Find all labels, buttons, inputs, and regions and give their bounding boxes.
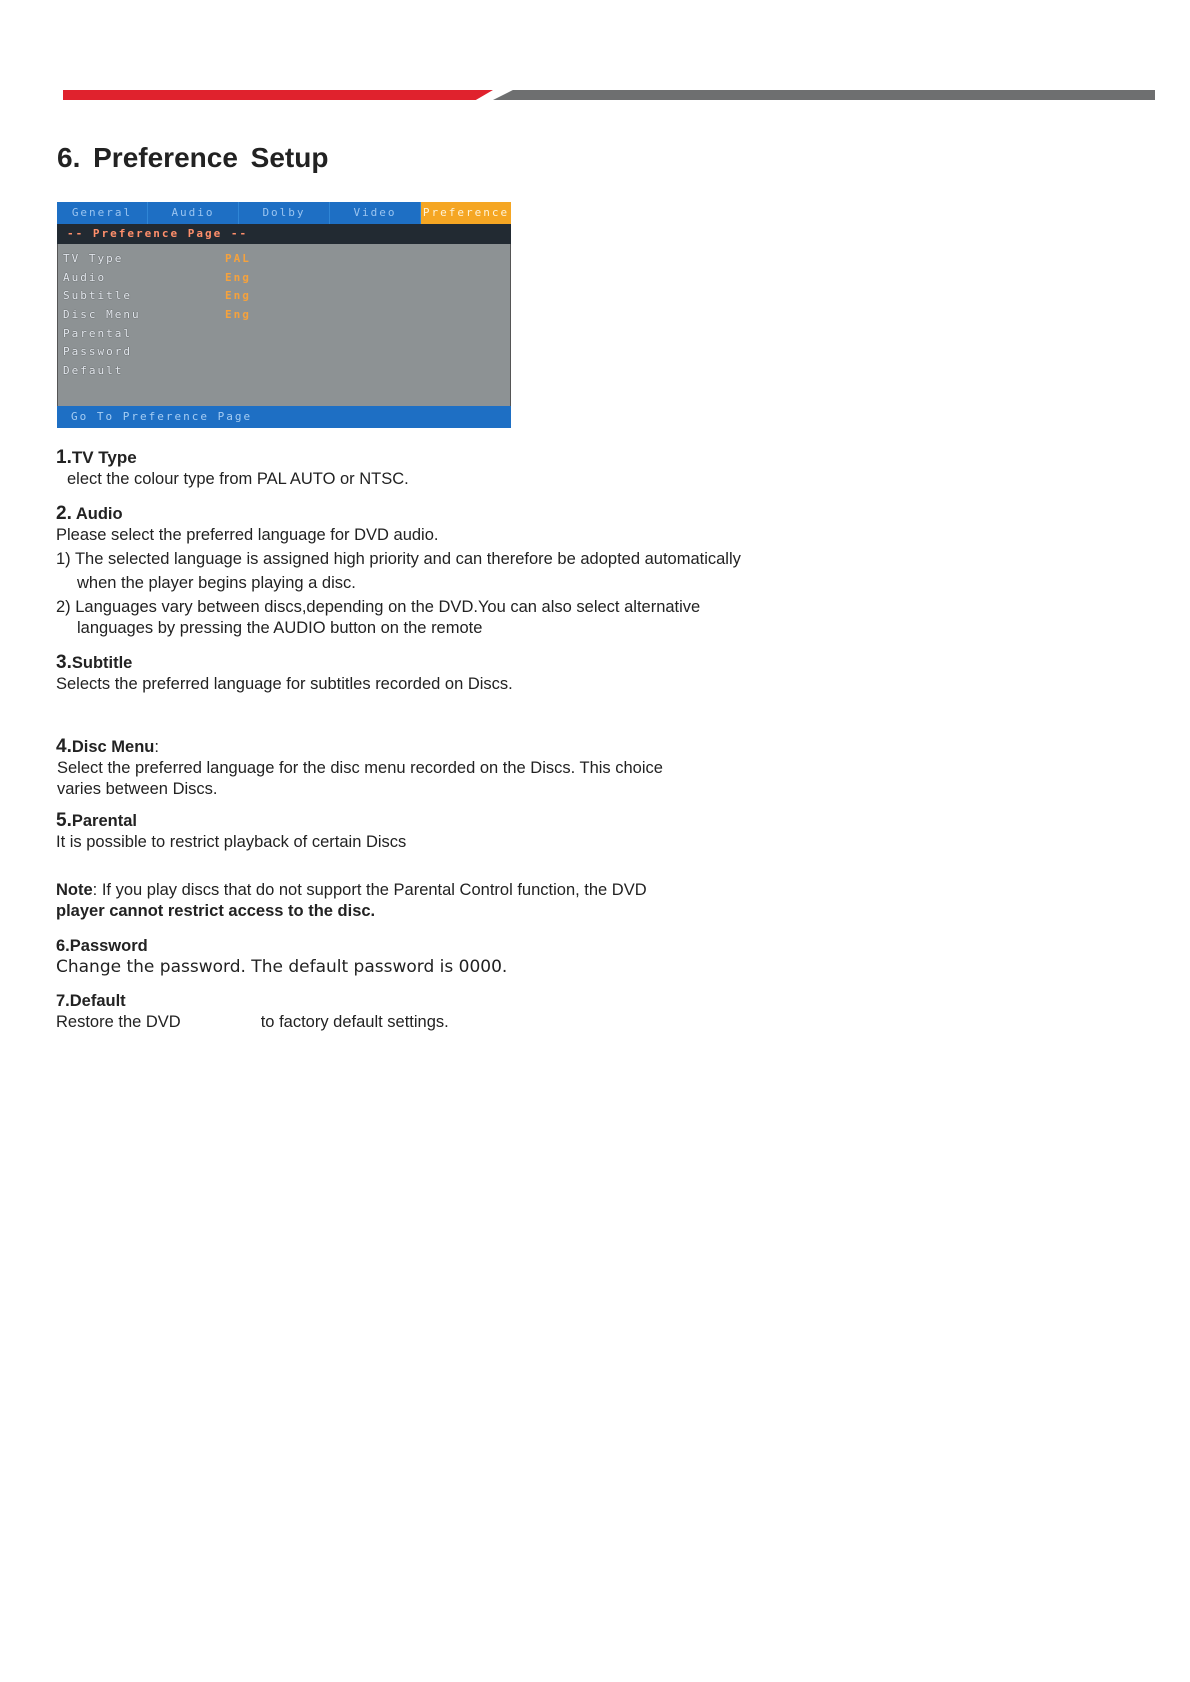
osd-option-list (63, 250, 503, 381)
note-line (56, 880, 647, 901)
osd-tab-bar (57, 202, 511, 224)
section-text: varies between Discs. (57, 780, 218, 798)
tab-video: Video (330, 202, 421, 224)
section-heading (56, 503, 741, 525)
list-item: 1) The selected language is assigned high priority and can therefore be adopted automatically (56, 550, 741, 568)
section-subtitle (56, 652, 513, 695)
preference-menu-screenshot (57, 202, 511, 428)
section-title: Parental (71, 812, 137, 830)
tab-audio: Audio (148, 202, 239, 224)
osd-row-default (63, 362, 503, 381)
section-password (56, 936, 507, 978)
osd-row-label: Audio (63, 270, 107, 284)
section-text: Select the preferred language for the disc menu recorded on the Discs. This choice (57, 759, 663, 777)
section-tv-type (56, 447, 409, 490)
section-text: Change the password. The default password is 0000. (56, 957, 508, 977)
osd-row-label: Password (63, 345, 132, 359)
tab-preference: Preference (421, 202, 511, 224)
list-item: 2) Languages vary between discs,depending on the DVD.You can also select alternative (56, 598, 701, 616)
section-title: Subtitle (71, 654, 133, 672)
note-block (56, 880, 647, 922)
osd-row-value: Eng (225, 308, 251, 322)
section-title: 7.Default (56, 992, 126, 1010)
list-item-cont: when the player begins playing a disc. (77, 574, 356, 592)
tab-dolby: Dolby (239, 202, 330, 224)
section-number: 1. (56, 447, 72, 468)
section-number: 2. (56, 503, 72, 524)
osd-row-subtitle (63, 287, 503, 306)
section-title: 6.Password (56, 937, 148, 955)
heading-colon: : (154, 738, 159, 756)
note-line: player cannot restrict access to the disc. (56, 902, 376, 920)
section-parental (56, 810, 406, 853)
text-part: Restore the DVD (56, 1013, 181, 1031)
section-text: Selects the preferred language for subtitles recorded on Discs. (56, 675, 513, 693)
section-number: 3. (56, 652, 72, 673)
note-text: : If you play discs that do not support the Parental Control function, the DVD (92, 881, 647, 899)
osd-row-label: Default (63, 364, 124, 378)
section-text: Please select the preferred language for DVD audio. (56, 526, 439, 544)
section-default (56, 991, 449, 1033)
section-number: 4. (56, 736, 72, 757)
osd-row-audio (63, 269, 503, 288)
section-title: Disc Menu (71, 738, 155, 756)
gray-bar-segment (493, 90, 1155, 100)
section-disc-menu (56, 736, 663, 800)
osd-row-disc-menu (63, 306, 503, 325)
header-color-bar (63, 90, 1155, 100)
osd-footer-hint: Go To Preference Page (57, 406, 511, 428)
osd-row-value: Eng (225, 289, 251, 303)
osd-row-tv-type (63, 250, 503, 269)
text-part: to factory default settings. (260, 1013, 449, 1031)
section-title: TV Type (71, 448, 137, 467)
section-heading (56, 447, 409, 469)
osd-row-label: Disc Menu (63, 308, 141, 322)
list-item-cont: languages by pressing the AUDIO button on the remote (77, 619, 483, 637)
section-heading (56, 652, 513, 674)
osd-row-value: Eng (225, 270, 251, 284)
osd-row-label: Subtitle (63, 289, 132, 303)
osd-row-parental (63, 325, 503, 344)
section-number: 5. (56, 810, 72, 831)
osd-row-value: PAL (225, 252, 251, 265)
osd-row-label: Parental (63, 326, 132, 340)
red-bar-segment (63, 90, 493, 100)
osd-page-header: -- Preference Page -- (57, 224, 511, 244)
section-audio (56, 503, 741, 639)
section-title: Audio (71, 505, 123, 523)
tab-general: General (57, 202, 148, 224)
note-label: Note (56, 881, 93, 899)
osd-row-label: TV Type (63, 252, 124, 265)
osd-row-password (63, 343, 503, 362)
section-text: elect the colour type from PAL AUTO or NTSC. (67, 470, 409, 488)
section-heading (56, 736, 663, 758)
section-text: It is possible to restrict playback of certain Discs (56, 833, 407, 851)
section-heading (56, 810, 406, 832)
section-text (56, 1012, 449, 1033)
page-title: 6. Preference Setup (57, 142, 329, 173)
